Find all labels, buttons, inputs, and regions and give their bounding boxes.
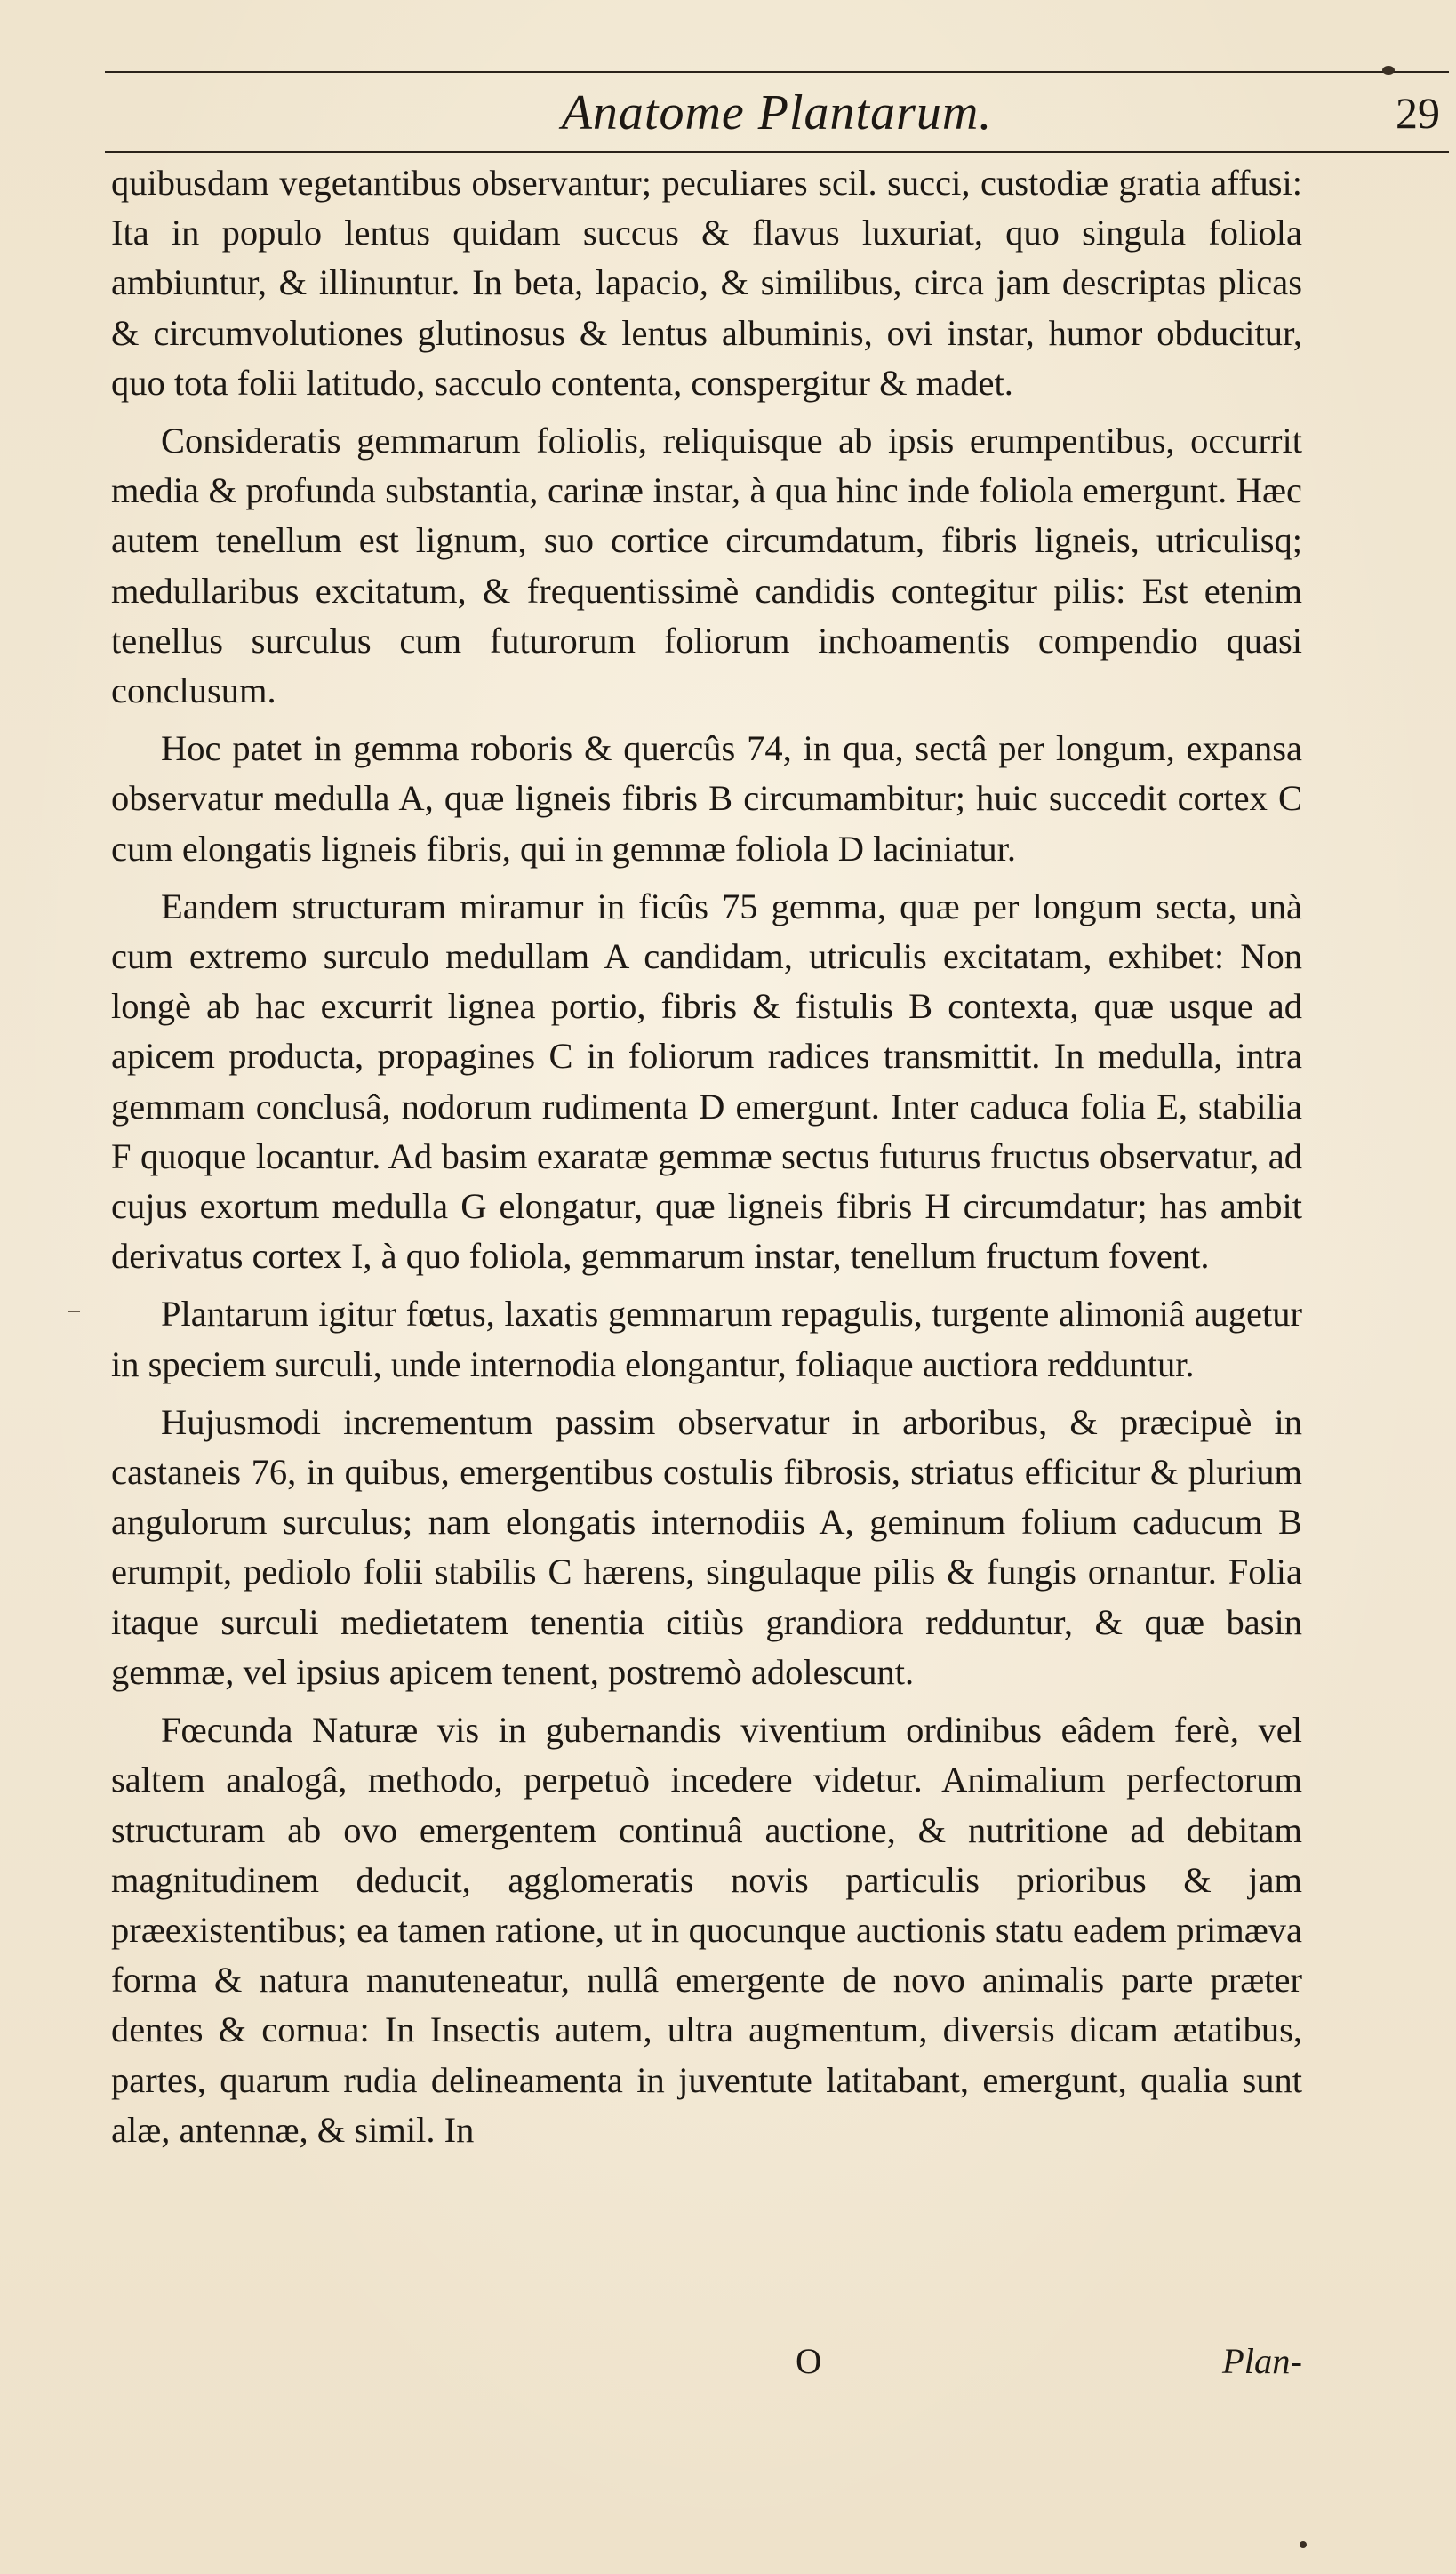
paragraph-3: Hoc patet in gemma roboris & quercûs 74, in qua, sectâ per longum, expansa observatur medulla A, quæ ligneis fibris B circumambitur; huic succedit cortex C cum elongatis ligneis fibris, qui in gemmæ foliola D laciniatur.	[111, 728, 1302, 869]
margin-mark	[68, 1311, 80, 1312]
ink-speck	[1300, 2541, 1307, 2548]
paragraph-6: Hujusmodi incrementum passim observatur in arboribus, & præcipuè in castaneis 76, in quibus, emergentibus costulis fibrosis, striatus efficitur & plurium angulorum surculus; nam elongatis internodiis A, geminum folium caducum B erumpit, pediolo folii stabilis C hærens, singulaque pilis & fungis ornantur. Folia itaque surculi medietatem tenentia citiùs grandiora redduntur, & quæ basin gemmæ, vel ipsius apicem tenent, postremò adolescunt.	[111, 1401, 1302, 1692]
paragraph-7: Fœcunda Naturæ vis in gubernandis viventium ordinibus eâdem ferè, vel saltem analogâ, methodo, perpetuò incedere videtur. Animalium perfectorum structuram ab ovo emergentem continuâ auctione, & nutritione ad debitam magnitudinem deducit, agglomeratis novis particulis prioribus & jam præexistentibus; ea tamen ratione, ut in quocunque auctionis statu eadem primæva forma & natura manuteneatur, nullâ emergente de novo animalis parte præter dentes & cornua: In Insectis autem, ultra augmentum, diversis dicam ætatibus, partes, quarum rudia delineamenta in juventute latitabant, emergunt, qualia sunt alæ, antennæ, & simil. In	[111, 1710, 1302, 2150]
paragraph-1: quibusdam vegetantibus observantur; peculiares scil. succi, custodiæ gratia affusi: Ita in populo lentus quidam succus & flavus luxuriat, quo singula foliola ambiuntur, & illinuntur. In beta, lapacio, & similibus, circa jam descriptas plicas & circumvolutiones glutinosus & lentus albuminis, ovi instar, humor obducitur, quo tota folii latitudo, sacculo contenta, conspergitur & madet.	[111, 163, 1302, 403]
ink-speck	[1382, 66, 1395, 75]
signature-mark: O	[796, 2341, 822, 2381]
paragraph-4: Eandem structuram miramur in ficûs 75 gemma, quæ per longum secta, unà cum extremo surculo medullam A candidam, utriculis excitatam, exhibet: Non longè ab hac excurrit lignea portio, fibris & fistulis B contexta, quæ usque ad apicem producta, propagines C in foliorum radices transmittit. In medulla, intra gemmam conclusâ, nodorum rudimenta D emergunt. Inter caduca folia E, stabilia F quoque locantur. Ad basim exaratæ gemmæ sectus futurus fructus observatur, ad cujus exortum medulla G elongatur, quæ ligneis fibris H circumdatur; has ambit derivatus cortex I, à quo foliola, gemmarum instar, tenellum fructum fovent.	[111, 886, 1302, 1277]
header-rule	[105, 151, 1449, 153]
paragraph-5: Plantarum igitur fœtus, laxatis gemmarum repagulis, turgente alimoniâ augetur in speciem surculi, unde internodia elongantur, foliaque auctiora redduntur.	[111, 1294, 1302, 1384]
page-number: 29	[1396, 88, 1440, 138]
page-footer	[111, 2337, 1302, 2386]
catchword: Plan-	[1222, 2341, 1302, 2381]
body-text	[111, 158, 1302, 2163]
running-title: Anatome Plantarum.	[561, 85, 993, 140]
running-head	[105, 82, 1449, 144]
paragraph-2: Consideratis gemmarum foliolis, reliquisque ab ipsis erumpentibus, occurrit media & profunda substantia, carinæ instar, à qua hinc inde foliola emergunt. Hæc autem tenellum est lignum, suo cortice circumdatum, fibris ligneis, utriculisq; medullaribus excitatum, & frequentissimè candidis contegitur pilis: Est etenim tenellus surculus cum futurorum foliorum inchoamentis compendio quasi conclusum.	[111, 421, 1302, 711]
top-rule	[105, 71, 1449, 73]
